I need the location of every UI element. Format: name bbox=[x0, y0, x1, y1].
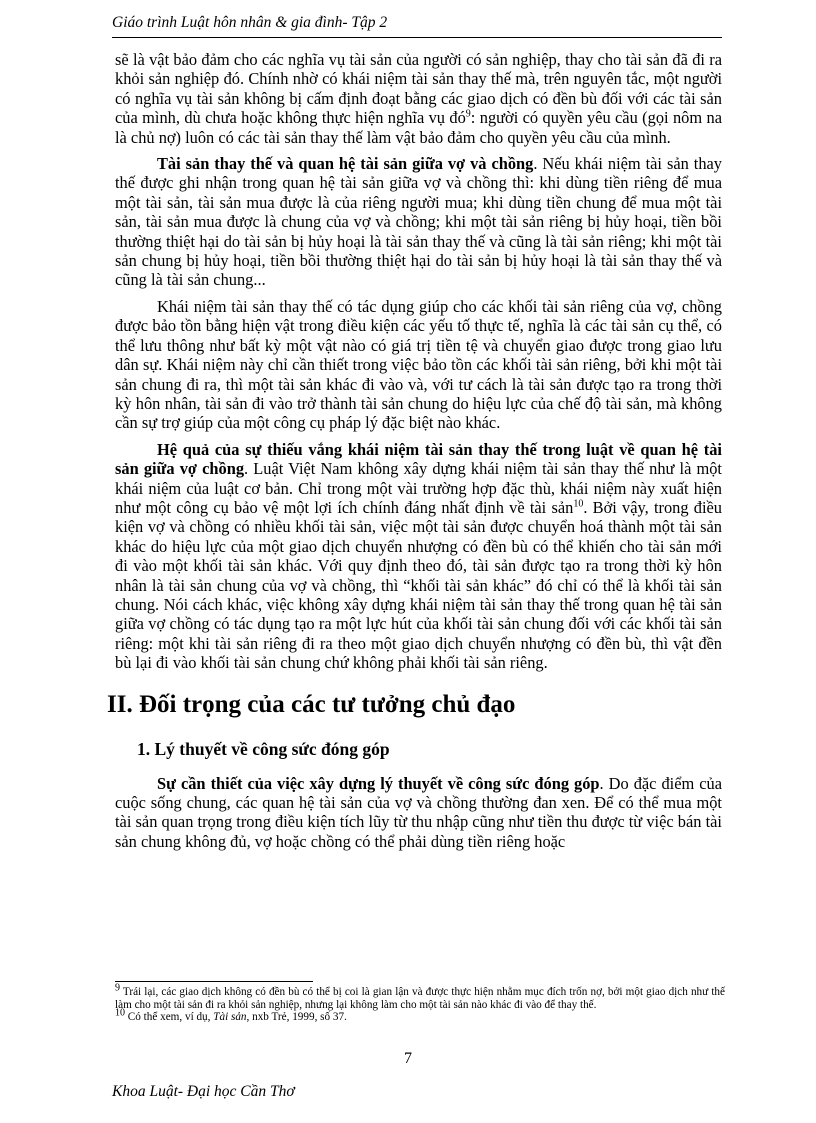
header-title: Giáo trình Luật hôn nhân & gia đình- Tập 2 bbox=[112, 14, 388, 31]
paragraph-5-text: . Do đặc điểm của cuộc sống chung, các quan hệ tài sản của vợ và chồng thường đan xen. Để có thể mua một tài sản quan trọng trong điều kiện tích lũy từ thu nhập cũng như tiền thu được từ việc bán tài sản chung không đủ, vợ hoặc chồng có thể phải dùng tiền riêng hoặc bbox=[115, 773, 722, 851]
subsection-heading: 1. Lý thuyết về công sức đóng góp bbox=[137, 738, 390, 759]
footnote-9-number: 9 bbox=[115, 982, 120, 994]
paragraph-1-text: sẽ là vật bảo đảm cho các nghĩa vụ tài sản của người có sản nghiệp, thay cho tài sản đã đi ra khỏi sản nghiệp đó. Chính nhờ có khái niệm tài sản thay thế mà, trên nguyên tắc, một người có nghĩa vụ tài sản không bị cấm định đoạt bằng các giao dịch có đền bù đối với các tài sản của mình, dù chưa hoặc không thực hiện nghĩa vụ đó bbox=[115, 50, 722, 128]
footer-text: Khoa Luật- Đại học Cần Thơ bbox=[112, 1083, 295, 1100]
section-heading: II. Đối trọng của các tư tưởng chủ đạo bbox=[107, 690, 516, 718]
running-footer bbox=[112, 1083, 295, 1101]
paragraph-1 bbox=[115, 50, 722, 147]
paragraph-2-text: . Nếu khái niệm tài sản thay thế được ghi nhận trong quan hệ tài sản giữa vợ và chồng thì: khi dùng tiền riêng để mua một tài sản, tài sản mua được là của riêng người mua; khi dùng tiền chung để mua một tài sản, tài sản mua được là chung của vợ và chồng; khi một tài sản riêng bị hủy hoại, tiền bồi thường thiệt hại do tài sản bị hủy hoại là tài sản thay thế và cũng là tài sản riêng; khi một tài sản chung bị hủy hoại, tiền bồi thường thiệt hại do tài sản bị hủy hoại là tài sản thay thế và cũng là tài sản chung... bbox=[115, 154, 722, 290]
footnote-10 bbox=[115, 1007, 725, 1024]
footnote-divider bbox=[115, 981, 313, 982]
running-header bbox=[112, 14, 722, 38]
page-number: 7 bbox=[404, 1050, 412, 1067]
paragraph-4-text-cont: . Bởi vậy, trong điều kiện vợ và chồng có nhiều khối tài sản, việc một tài sản được chuyển hoá thành một tài sản khác do hiệu lực của một giao dịch chuyển nhượng có đền bù có thể khiến cho tài sản mới đi vào một khối tài sản khác. Với quy định theo đó, tài sản được tạo ra trong thời kỳ hôn nhân là tài sản chung của vợ và chồng, thì “khối tài sản khác” đó chỉ có thể là khối tài sản chung. Nói cách khác, việc không xây dựng khái niệm tài sản thay thế trong quan hệ tài sản giữa vợ chồng có tác dụng tạo ra một lực hút của khối tài sản chung đối với các khối tài sản riêng: một khi tài sản riêng đi ra theo một giao dịch chuyển nhượng có đền bù, thì vật đền bù lại đi vào khối tài sản chung chứ không phải khối tài sản riêng. bbox=[115, 497, 722, 673]
footnote-10-text: Có thể xem, ví dụ, bbox=[125, 1011, 214, 1024]
paragraph-4 bbox=[115, 440, 722, 673]
footnote-9-text: Trái lại, các giao dịch không có đền bù có thể bị coi là gian lận và được thực hiện nhằm mục đích trốn nợ, bởi một giao dịch như thế làm cho một tài sản đi ra khỏi sản nghiệp, nhưng lại không làm cho một tài sản nào khác đi vào để thay thế. bbox=[115, 986, 725, 1011]
paragraph-4-text: . Luật Việt Nam không xây dựng khái niệm tài sản thay thế như là một khái niệm của luật cơ bản. Chỉ trong một vài trường hợp đặc thù, khái niệm này xuất hiện như một công cụ bảo vệ một lợi ích chính đáng nhất định về tài sản bbox=[115, 459, 722, 517]
paragraph-1-text-cont: : người có quyền yêu cầu (gọi nôm na là chủ nợ) luôn có các tài sản thay thế làm vật bảo đảm cho quyền yêu cầu của mình. bbox=[115, 108, 722, 147]
footnote-10-text-cont: , nxb Trẻ, 1999, số 37. bbox=[246, 1011, 347, 1024]
paragraph-3-text: Khái niệm tài sản thay thế có tác dụng giúp cho các khối tài sản riêng của vợ, chồng được bảo tồn bằng hiện vật trong điều kiện các yếu tố thực tế, nghĩa là các tài sản cụ thể, có thể lưu thông như bất kỳ một vật nào có giá trị tiền tệ và chuyển giao được trong giao lưu dân sự. Khái niệm này chỉ cần thiết trong việc bảo tồn các khối tài sản riêng, bởi khi một tài sản chung đi ra, thì một tài sản khác đi vào và, với tư cách là tài sản được tạo ra trong thời kỳ hôn nhân, tài sản đi vào trở thành tài sản chung do hiệu lực của chế độ tài sản, mà không cần sự trợ giúp của một công cụ pháp lý đặc biệt nào khác. bbox=[115, 296, 722, 433]
footnotes bbox=[115, 982, 725, 1024]
footnote-ref-10[interactable]: 10 bbox=[573, 498, 584, 510]
paragraph-5-lead: Sự cần thiết của việc xây dựng lý thuyết về công sức đóng góp bbox=[157, 773, 600, 793]
paragraph-3 bbox=[115, 297, 722, 433]
paragraph-2 bbox=[115, 154, 722, 290]
footnote-9 bbox=[115, 982, 725, 1011]
paragraph-2-lead: Tài sản thay thế và quan hệ tài sản giữa vợ và chồng bbox=[157, 154, 534, 174]
footnote-10-title: Tài sản bbox=[213, 1011, 247, 1024]
footnote-10-number: 10 bbox=[115, 1007, 125, 1019]
footnote-ref-9[interactable]: 9 bbox=[465, 108, 471, 120]
paragraph-5 bbox=[115, 774, 722, 852]
page-body bbox=[107, 50, 722, 858]
paragraph-4-lead: Hệ quả của sự thiếu vắng khái niệm tài sản thay thế trong luật về quan hệ tài sản giữa vợ chồng bbox=[115, 439, 722, 479]
